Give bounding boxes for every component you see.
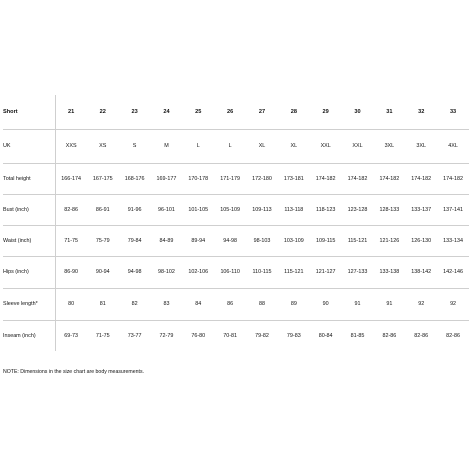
row-label-cell: Total height [3, 163, 55, 194]
table-cell: 79-82 [255, 332, 269, 339]
table-cell: 121-126 [373, 225, 405, 256]
header-size-cell: 21 [55, 95, 87, 129]
table-cell: 106-110 [214, 256, 246, 288]
header-size-cell: 30 [342, 95, 374, 129]
header-size-cell: 33 [437, 95, 469, 129]
row-label-cell: Sleeve length* [3, 288, 55, 320]
table-cell: 94-98 [214, 225, 246, 256]
table-row [3, 225, 469, 256]
table-cell: 72-79 [159, 332, 174, 339]
table-cell: 174-182 [342, 163, 374, 194]
table-cell: 137-141 [437, 194, 469, 225]
table-cell: 133-138 [373, 256, 405, 288]
table-cell: 91 [373, 288, 405, 320]
table-cell: 142-146 [437, 256, 469, 288]
row-label-cell: Waist (inch) [3, 225, 55, 256]
table-row [3, 288, 469, 320]
header-size-cell: 28 [278, 95, 310, 129]
table-cell: 103-109 [278, 225, 310, 256]
table-cell: 90 [310, 288, 342, 320]
size-chart-note: NOTE: Dimensions in the size chart are body measurements. [3, 369, 144, 375]
table-cell: 133-134 [437, 225, 469, 256]
table-cell: 84-89 [151, 225, 183, 256]
table-cell: 86-90 [55, 256, 87, 288]
table-cell: XL [246, 129, 278, 163]
table-cell: 174-182 [437, 163, 469, 194]
table-cell: 173-181 [278, 163, 310, 194]
table-cell: XXS [55, 129, 87, 163]
table-cell: 81 [87, 288, 119, 320]
header-size-cell: 23 [119, 95, 151, 129]
table-cell: 89-94 [182, 225, 214, 256]
table-row [3, 129, 469, 163]
table-cell: 169-177 [151, 163, 183, 194]
table-cell: 94-98 [119, 256, 151, 288]
table-cell: 98-103 [246, 225, 278, 256]
row-label-cell: UK [3, 129, 55, 163]
table-row [3, 163, 469, 194]
header-size-cell: 27 [246, 95, 278, 129]
table-cell: 86-91 [87, 194, 119, 225]
table-cell: 109-115 [310, 225, 342, 256]
table-cell: 96-101 [151, 194, 183, 225]
table-cell: L [214, 129, 246, 163]
table-cell: 89 [278, 288, 310, 320]
table-cell: 82 [119, 288, 151, 320]
table-cell: 128-133 [373, 194, 405, 225]
table-cell: 109-113 [246, 194, 278, 225]
table-cell: 174-182 [310, 163, 342, 194]
table-cell: L [182, 129, 214, 163]
table-cell: 92 [405, 288, 437, 320]
table-cell: 98-102 [151, 256, 183, 288]
header-size-cell: 29 [310, 95, 342, 129]
table-cell: 80 [55, 288, 87, 320]
table-cell: XXL [310, 129, 342, 163]
table-cell: 3XL [405, 129, 437, 163]
table-cell: 71-75 [95, 332, 110, 339]
table-cell: 82-86 [55, 194, 87, 225]
table-row [3, 194, 469, 225]
table-cell: 70-81 [223, 332, 238, 339]
table-cell: 133-137 [405, 194, 437, 225]
table-cell: 79-84 [119, 225, 151, 256]
table-cell: 79-83 [286, 332, 301, 339]
table-row [3, 256, 469, 288]
table-cell: 88 [246, 288, 278, 320]
table-cell: 82-86 [414, 332, 429, 339]
table-cell: 86 [214, 288, 246, 320]
table-cell: 80-84 [318, 332, 333, 339]
table-cell: 73-77 [127, 332, 142, 339]
row-label-cell: Hips (inch) [3, 256, 55, 288]
table-cell: 127-133 [342, 256, 374, 288]
table-cell: 91-96 [119, 194, 151, 225]
table-cell: 92 [437, 288, 469, 320]
table-cell: 76-80 [191, 332, 206, 339]
table-cell: 166-174 [55, 163, 87, 194]
header-size-cell: 22 [87, 95, 119, 129]
table-cell: 3XL [373, 129, 405, 163]
table-cell: 126-130 [405, 225, 437, 256]
table-cell: S [119, 129, 151, 163]
header-size-cell: 32 [405, 95, 437, 129]
row-label-cell: Bust (inch) [3, 194, 55, 225]
table-cell: 4XL [437, 129, 469, 163]
table-cell: 170-178 [182, 163, 214, 194]
table-cell: 69-73 [64, 332, 79, 339]
table-cell: 82-86 [446, 332, 460, 339]
table-row [3, 320, 469, 351]
table-cell: 81-85 [350, 332, 365, 339]
table-cell: 121-127 [310, 256, 342, 288]
table-cell: 115-121 [278, 256, 310, 288]
header-size-cell: 31 [373, 95, 405, 129]
table-cell: XS [87, 129, 119, 163]
table-cell: 91 [342, 288, 374, 320]
header-size-cell: 25 [182, 95, 214, 129]
table-header-row [3, 95, 469, 129]
size-chart-table [3, 95, 469, 351]
table-cell: 90-94 [87, 256, 119, 288]
table-cell: XL [278, 129, 310, 163]
table-cell: 102-106 [182, 256, 214, 288]
table-cell: 172-180 [246, 163, 278, 194]
table-cell: 82-86 [382, 332, 397, 339]
header-size-cell: 26 [214, 95, 246, 129]
table-cell: 138-142 [405, 256, 437, 288]
table-cell: 83 [151, 288, 183, 320]
row-label-cell: Inseam (inch) [3, 320, 55, 351]
table-cell: 174-182 [373, 163, 405, 194]
header-size-cell: 24 [151, 95, 183, 129]
table-cell: XXL [342, 129, 374, 163]
header-label-cell: Short [3, 95, 55, 129]
table-cell: 101-105 [182, 194, 214, 225]
table-cell: 113-118 [278, 194, 310, 225]
table-cell: 167-175 [87, 163, 119, 194]
table-cell: 168-176 [119, 163, 151, 194]
table-cell: 171-179 [214, 163, 246, 194]
table-cell: 123-128 [342, 194, 374, 225]
table-cell: 110-115 [246, 256, 278, 288]
table-cell: 75-79 [87, 225, 119, 256]
table-cell: 118-123 [310, 194, 342, 225]
table-cell: 71-75 [55, 225, 87, 256]
table-cell: 105-109 [214, 194, 246, 225]
table-cell: 174-182 [405, 163, 437, 194]
table-cell: M [151, 129, 183, 163]
table-cell: 84 [182, 288, 214, 320]
table-cell: 115-121 [342, 225, 374, 256]
